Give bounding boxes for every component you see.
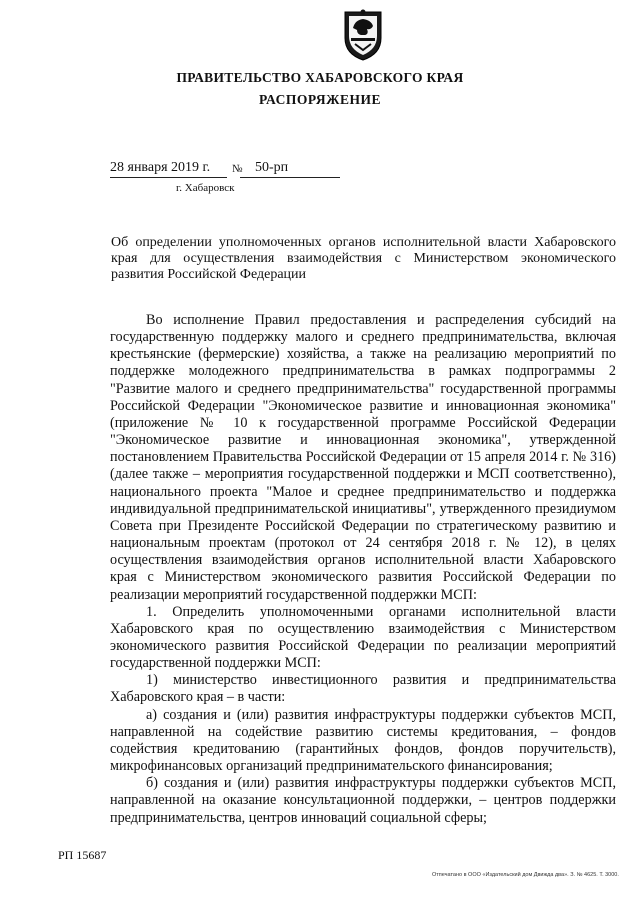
document-number: 50-рп bbox=[255, 160, 289, 175]
date-number-row bbox=[110, 160, 350, 182]
paragraph-subitem-1: 1) министерство инвестиционного развития и предпринимательства Хабаровского края – в части: bbox=[110, 672, 616, 706]
document-subject: Об определении уполномоченных органов исполнительной власти Хабаровского края для осуществления взаимодействия с Министерством экономического развития Российской Федерации bbox=[111, 235, 616, 282]
organization-title: ПРАВИТЕЛЬСТВО ХАБАРОВСКОГО КРАЯ bbox=[176, 70, 464, 85]
registration-number: РП 15687 bbox=[58, 848, 107, 862]
number-sign: № bbox=[232, 163, 243, 175]
date-underline bbox=[110, 177, 227, 178]
document-date: 28 января 2019 г. bbox=[110, 160, 211, 175]
paragraph-subitem-b: б) создания и (или) развития инфраструктуры поддержки субъектов МСП, направленной на оказание консультационной поддержки, – центров поддержки предпринимательства, центров инноваций социальной сферы; bbox=[110, 775, 616, 826]
paragraph-preamble: Во исполнение Правил предоставления и распределения субсидий на государственную поддержку малого и среднего предпринимательства, включая крестьянские (фермерские) хозяйства, а также на реализацию мероприятий по поддержке молодежного предпринимательства в рамках подпрограммы 2 "Развитие малого и среднего предпринимательства" государственной программы Российской Федерации "Экономическое развитие и инновационная экономика" (приложение № 10 к государственной программе Российской Федерации "Экономическое развитие и инновационная экономика", утвержденной постановлением Правительства Российской Федерации от 15 апреля 2014 г. № 316) (далее также – мероприятия государственной поддержки и МСП соответственно), национального проекта "Малое и среднее предпринимательство и поддержка индивидуальной предпринимательской инициативы", утвержденного президиумом Совета при Президенте Российской Федерации по стратегическому развитию и национальным проектам (протокол от 24 сентября 2018 г. № 12), в целях осуществления взаимодействия органов исполнительной власти Хабаровского края с Министерством экономического развития Российской Федерации по реализации мероприятий государственной поддержки МСП: bbox=[110, 312, 616, 603]
document-city: г. Хабаровск bbox=[176, 182, 235, 194]
print-note: Отпечатано в ООО «Издательский дом Движда два». З. № 4625. Т. 3000. bbox=[432, 872, 619, 878]
document-body bbox=[110, 312, 616, 827]
paragraph-subitem-a: а) создания и (или) развития инфраструктуры поддержки субъектов МСП, направленной на содействие развитию системы кредитования, – фондов содействия кредитованию (гарантийных фондов, фондов поручительств), микрофинансовых организаций предпринимательского финансирования; bbox=[110, 706, 616, 775]
document-type: РАСПОРЯЖЕНИЕ bbox=[258, 92, 382, 107]
number-underline bbox=[240, 177, 340, 178]
paragraph-item-1: 1. Определить уполномоченными органами исполнительной власти Хабаровского края по осуществлению взаимодействия с Министерством экономического развития Российской Федерации по реализации мероприятий государственной поддержки МСП: bbox=[110, 603, 616, 672]
coat-of-arms-icon bbox=[341, 8, 385, 62]
